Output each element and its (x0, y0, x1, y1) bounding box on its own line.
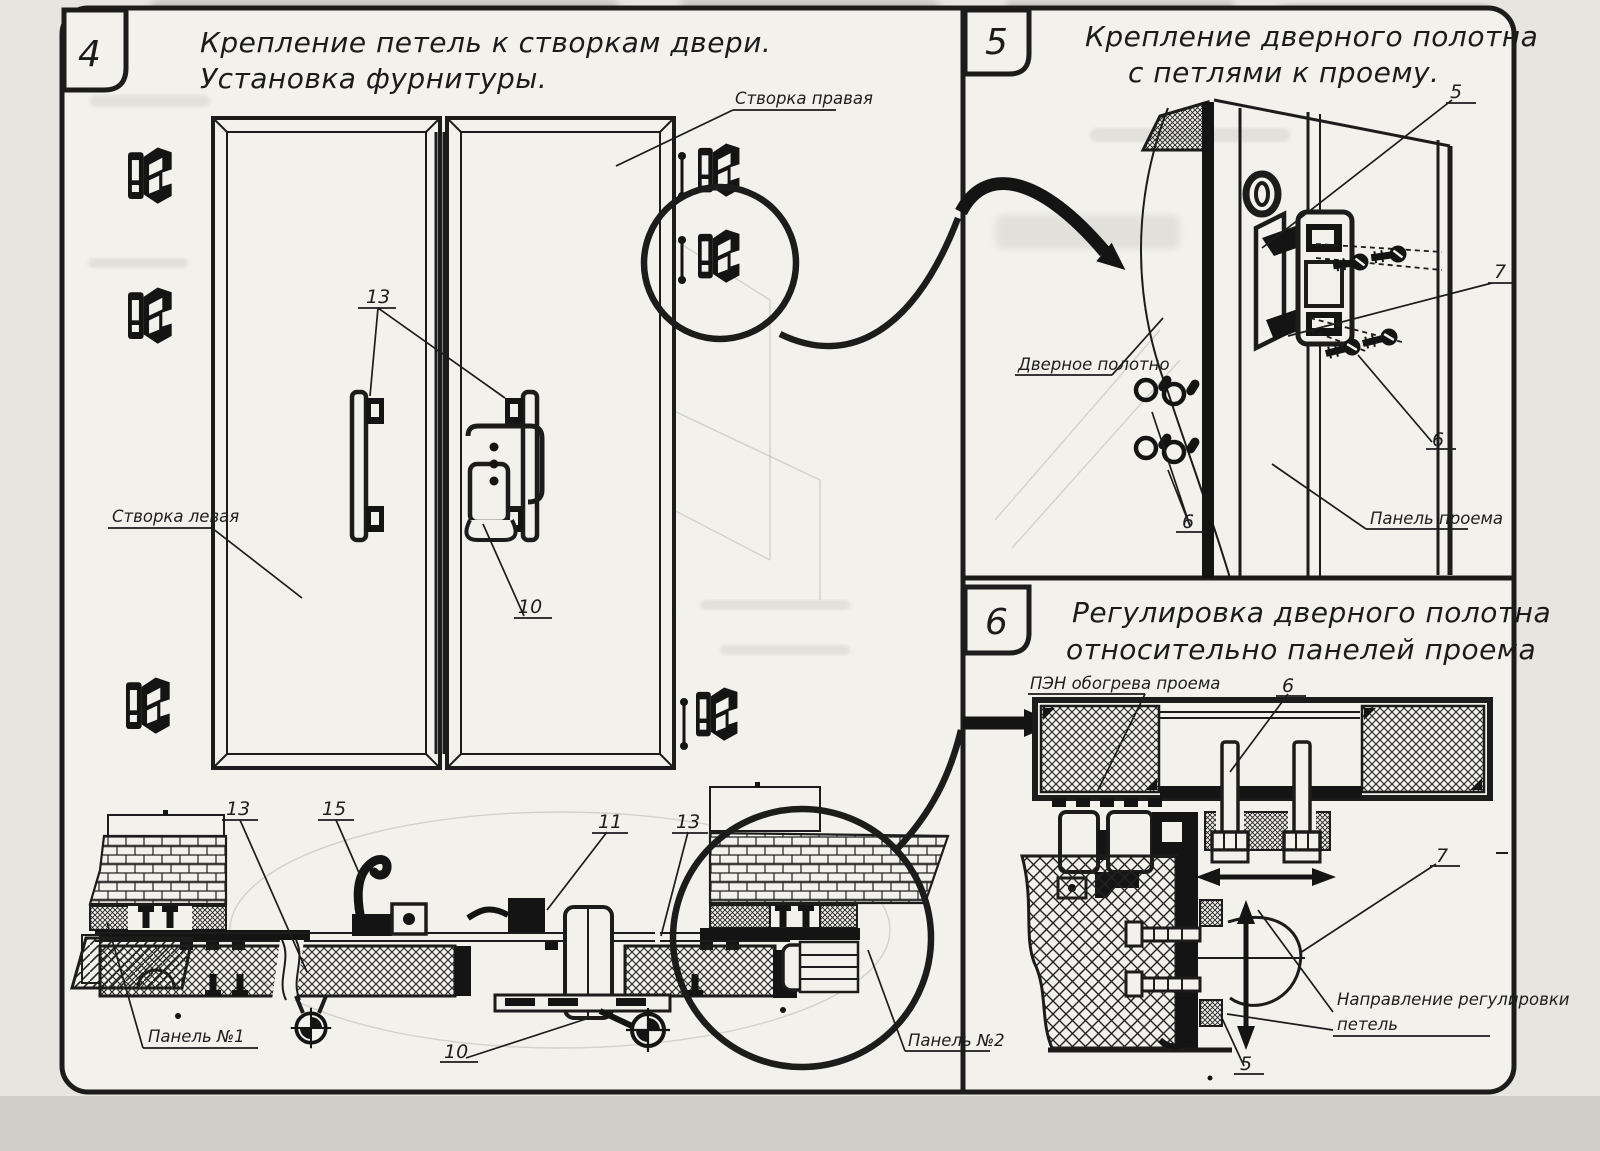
label-left-leaf: Створка левая (112, 507, 240, 526)
label-right-leaf: Створка правая (735, 89, 873, 108)
label-direction-line1: Направление регулировки (1337, 990, 1570, 1009)
right-door-leaf (447, 118, 674, 768)
panel-6-title-line1: Регулировка дверного полотна (1072, 596, 1552, 629)
callout-10-lock: 10 (518, 596, 543, 618)
callout-6: 6 (1282, 675, 1295, 697)
panel-6-title-line2: относительно панелей проема (1066, 633, 1537, 666)
label-direction-line2: петель (1337, 1015, 1398, 1034)
label-panel-2: Панель №2 (908, 1031, 1005, 1050)
callout-13-top: 13 (366, 286, 391, 308)
callout-13-right: 13 (676, 811, 701, 833)
panel-4-title-line2: Установка фурнитуры. (200, 62, 548, 95)
panel-4-number: 4 (78, 34, 101, 75)
callout-7: 7 (1494, 261, 1507, 283)
opening-top-beam (1035, 700, 1490, 798)
callout-5: 5 (1450, 81, 1463, 103)
panel-5-title-line2: с петлями к проему. (1128, 56, 1440, 89)
panel-5-number: 5 (985, 22, 1008, 63)
callout-10-bottom: 10 (444, 1041, 469, 1063)
label-heater: ПЭН обогрева проема (1030, 674, 1221, 693)
callout-15: 15 (322, 798, 347, 820)
callout-6-left: 6 (1182, 511, 1195, 533)
callout-7: 7 (1436, 845, 1449, 867)
callout-6-right: 6 (1432, 429, 1445, 451)
panel-6-number: 6 (985, 602, 1008, 643)
panel-4-title-line1: Крепление петель к створкам двери. (200, 26, 772, 59)
label-door-leaf: Дверное полотно (1018, 355, 1170, 374)
callout-5: 5 (1240, 1053, 1253, 1075)
left-door-leaf (213, 118, 440, 768)
label-opening-panel: Панель проема (1370, 509, 1504, 528)
label-panel-1: Панель №1 (148, 1027, 245, 1046)
hinge-assembly (1256, 212, 1352, 348)
callout-11: 11 (598, 811, 623, 833)
callout-13-left: 13 (226, 798, 251, 820)
panel-5-title-line1: Крепление дверного полотна (1085, 20, 1539, 53)
